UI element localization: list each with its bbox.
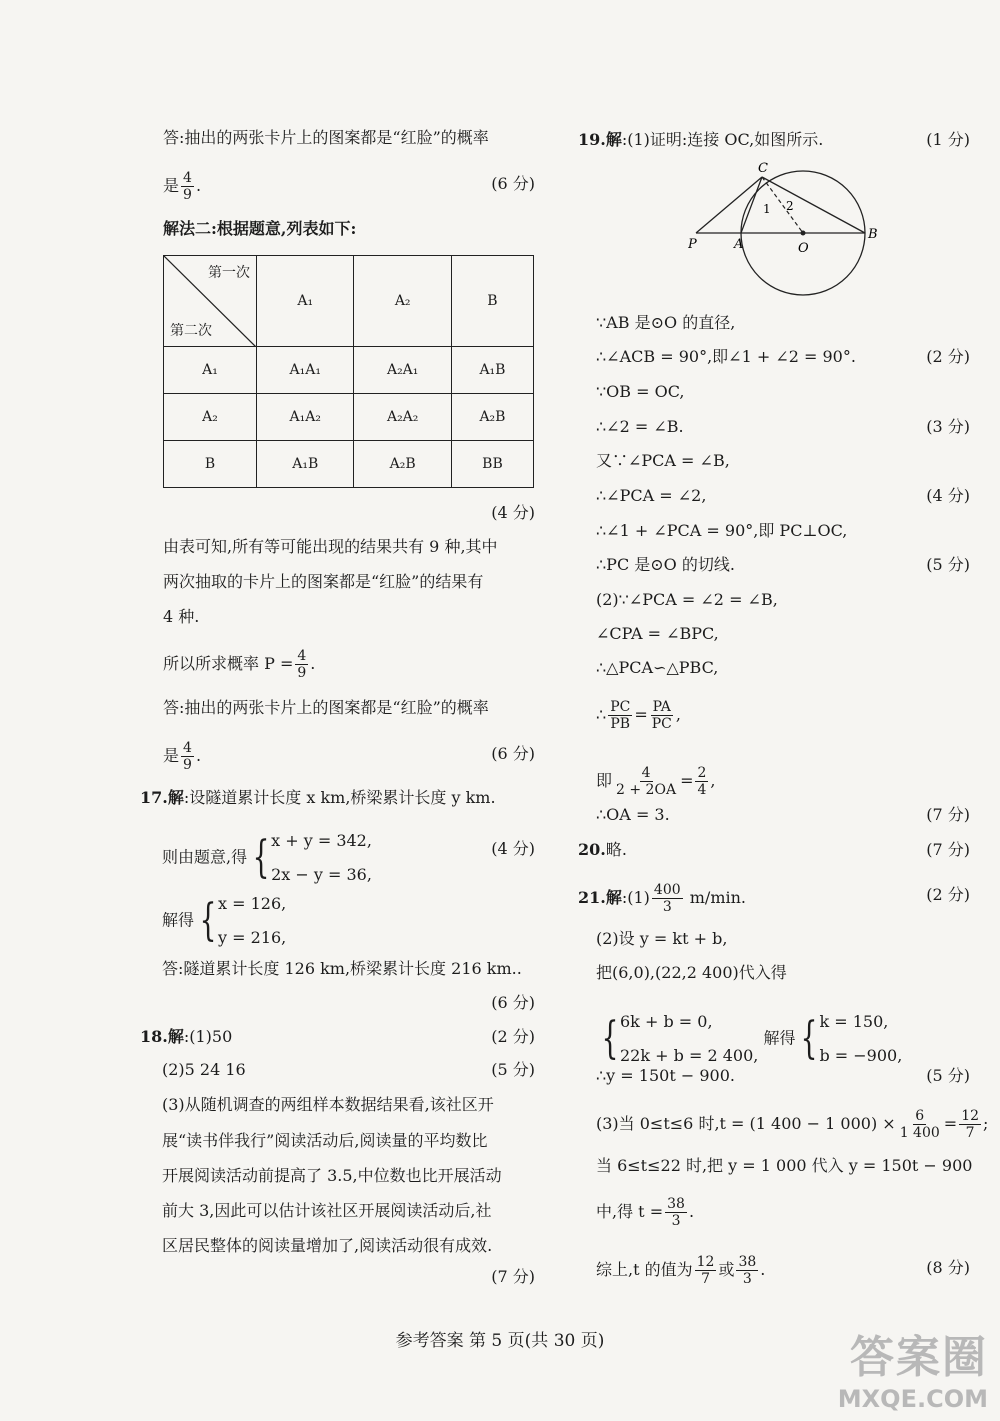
proof-line: ∴PC 是⊙O 的切线.: [596, 555, 735, 574]
label-a: A: [734, 237, 744, 252]
table-corner-cell: 第一次 第二次: [164, 256, 257, 347]
probability-line: 所以所求概率 P = $\frac{4}{9}$ .: [163, 648, 316, 681]
fraction: $\frac{4}{9}$: [183, 170, 192, 203]
score: (6 分): [491, 993, 535, 1012]
table-cell: A₁A₂: [257, 394, 354, 441]
score: (2 分): [491, 1027, 535, 1046]
table-cell: A₁B: [451, 347, 533, 394]
question-21: 21.解:(1) $\frac{400}{3}$ m/min.: [578, 882, 746, 915]
text-line: (2)5 24 16: [162, 1060, 246, 1079]
score: (5 分): [926, 555, 970, 574]
text-line: 前大 3,因此可以估计该社区开展阅读活动后,社: [162, 1201, 492, 1220]
probability-line: 是 $\frac{4}{9}$ .: [163, 170, 202, 203]
text-line: 两次抽取的卡片上的图案都是“红脸”的结果有: [163, 572, 484, 591]
right-column: [578, 0, 989, 1300]
left-column-questions: [140, 0, 535, 1300]
center-point: [801, 231, 806, 236]
score: (5 分): [926, 1066, 970, 1085]
equation-system: {6k + b = 0, 22k + b = 2 400, 解得 {k = 150, b = −900,: [601, 1012, 903, 1065]
score: (6 分): [491, 174, 535, 193]
label-b: B: [868, 227, 878, 242]
score: (7 分): [926, 840, 970, 859]
label-p: P: [688, 237, 697, 252]
text-line: (3)从随机调查的两组样本数据结果看,该社区开: [162, 1095, 494, 1114]
watermark: 答案圈 MXQE.COM: [837, 1332, 988, 1413]
answer-line: 答:抽出的两张卡片上的图案都是“红脸”的概率: [163, 128, 489, 147]
page-footer: 参考答案 第 5 页(共 30 页): [395, 1331, 605, 1351]
text-line: (3)当 0≤t≤6 时,t = (1 400 − 1 000) × $\frac{6}{1 400}$ = $\frac{12}{7}$ ;: [596, 1108, 989, 1141]
table-cell: A₂A₁: [354, 347, 451, 394]
score: (2 分): [926, 347, 970, 366]
outcome-table: [163, 255, 534, 488]
proof-line: (2)∵∠PCA = ∠2 = ∠B,: [596, 590, 778, 609]
table-cell: A₁A₁: [257, 347, 354, 394]
score: (6 分): [491, 744, 535, 763]
row-header: A₁: [164, 347, 257, 394]
text-line: 综上,t 的值为 $\frac{12}{7}$ 或 $\frac{38}{3}$ .: [596, 1254, 766, 1287]
question-17: 17.解:设隧道累计长度 x km,桥梁累计长度 y km.: [140, 788, 496, 807]
question-19: 19.解:(1)证明:连接 OC,如图所示.: [578, 130, 824, 149]
label-c: C: [758, 161, 768, 176]
table-cell: BB: [451, 441, 533, 488]
solution-system: 解得 { x = 126, y = 216,: [162, 894, 287, 947]
table-cell: A₂A₂: [354, 394, 451, 441]
line-cb: [762, 177, 865, 233]
row-header: B: [164, 441, 257, 488]
method-two-heading: 解法二:根据题意,列表如下:: [163, 219, 357, 238]
proof-line: ∴∠PCA = ∠2,: [596, 486, 707, 505]
score: (4 分): [491, 503, 535, 522]
table-cell: A₁B: [257, 441, 354, 488]
text-line: 4 种.: [163, 607, 200, 626]
score: (4 分): [491, 839, 535, 858]
answer-line: 答:抽出的两张卡片上的图案都是“红脸”的概率: [163, 698, 489, 717]
table-cell: A₂B: [451, 394, 533, 441]
proof-line: ∵AB 是⊙O 的直径,: [596, 313, 736, 332]
label-angle-2: 2: [786, 199, 794, 213]
question-20: 20.略.: [578, 840, 627, 859]
column-header: A₁: [257, 256, 354, 347]
text-line: 由表可知,所有等可能出现的结果共有 9 种,其中: [163, 537, 498, 556]
table-row: [164, 347, 534, 394]
text-line: (2)设 y = kt + b,: [596, 929, 728, 948]
text-line: 开展阅读活动前提高了 3.5,中位数也比开展活动: [162, 1166, 502, 1185]
score: (3 分): [926, 417, 970, 436]
answer-line: 答:隧道累计长度 126 km,桥梁累计长度 216 km..: [162, 959, 522, 978]
ratio-line: ∴ $\frac{PC}{PB}$ = $\frac{PA}{PC}$ ,: [596, 699, 681, 732]
proof-line: 又∵∠PCA = ∠B,: [596, 451, 730, 470]
proof-line: ∴∠ACB = 90°,即∠1 + ∠2 = 90°.: [596, 347, 856, 366]
label-o: O: [798, 241, 809, 256]
proof-line: ∵OB = OC,: [596, 382, 685, 401]
question-18: 18.解:(1)50: [140, 1027, 233, 1046]
score: (7 分): [491, 1267, 535, 1286]
column-header: B: [451, 256, 533, 347]
score: (8 分): [926, 1258, 970, 1277]
table-row: [164, 394, 534, 441]
table-cell: A₂B: [354, 441, 451, 488]
score: (5 分): [491, 1060, 535, 1079]
column-header: A₂: [354, 256, 451, 347]
label-angle-1: 1: [763, 202, 771, 216]
text-line: 展“读书伴我行”阅读活动后,阅读量的平均数比: [162, 1131, 488, 1150]
probability-line: 是 $\frac{4}{9}$ .: [163, 740, 202, 773]
proof-line: ∴OA = 3.: [596, 805, 670, 824]
geometry-figure: [688, 160, 888, 300]
score: (2 分): [926, 885, 970, 904]
equation-system: 则由题意,得 { x + y = 342, 2x − y = 36,: [162, 831, 372, 884]
score: (7 分): [926, 805, 970, 824]
proof-line: ∴∠2 = ∠B.: [596, 417, 684, 436]
table-row: [164, 441, 534, 488]
row-header: A₂: [164, 394, 257, 441]
proof-line: ∴∠1 + ∠PCA = 90°,即 PC⊥OC,: [596, 521, 848, 540]
proof-line: ∴△PCA∽△PBC,: [596, 658, 719, 677]
ratio-line: 即 $\frac{4}{2 + 2OA}$ = $\frac{2}{4}$ ,: [596, 765, 716, 798]
text-line: 把(6,0),(22,2 400)代入得: [596, 963, 787, 982]
text-line: 当 6≤t≤22 时,把 y = 1 000 代入 y = 150t − 900: [596, 1156, 973, 1175]
text-line: 中,得 t = $\frac{38}{3}$ .: [596, 1196, 695, 1229]
text-line: 区居民整体的阅读量增加了,阅读活动很有成效.: [162, 1236, 493, 1255]
score: (4 分): [926, 486, 970, 505]
proof-line: ∠CPA = ∠BPC,: [596, 624, 719, 643]
text-line: ∴y = 150t − 900.: [596, 1066, 735, 1085]
score: (1 分): [926, 130, 970, 149]
